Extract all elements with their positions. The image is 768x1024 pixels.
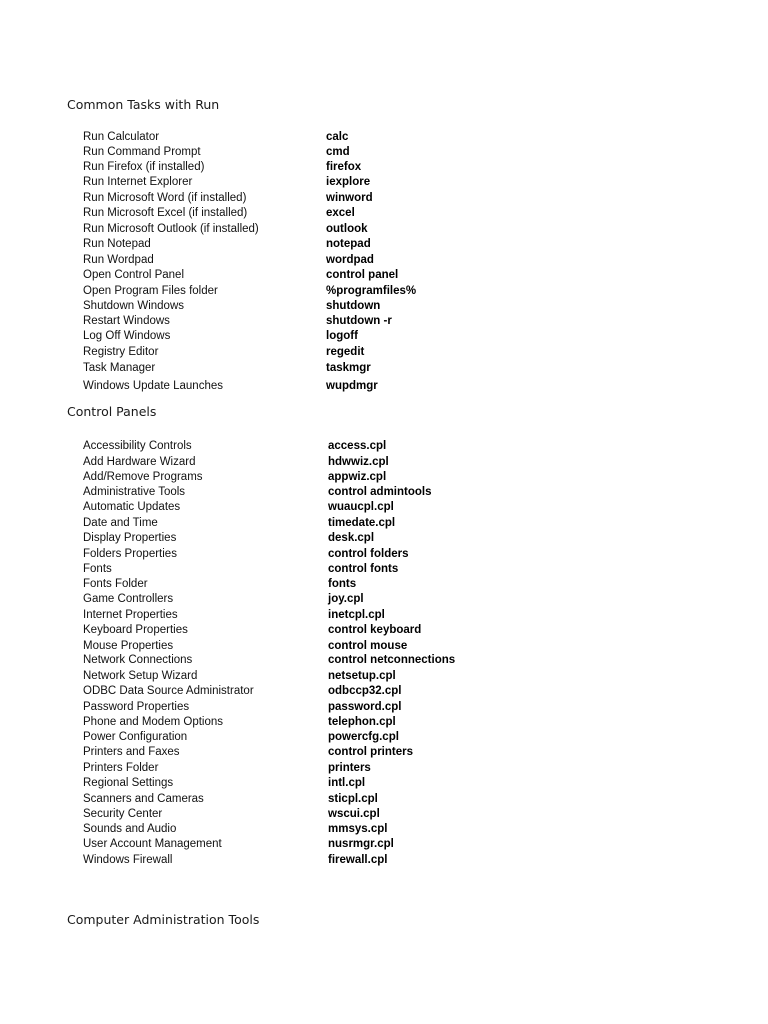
panel-label: User Account Management bbox=[83, 838, 222, 850]
panel-label: Printers and Faxes bbox=[83, 746, 180, 758]
run-command: iexplore bbox=[326, 176, 371, 188]
table-row bbox=[0, 639, 768, 654]
panel-label: Administrative Tools bbox=[83, 486, 186, 498]
table-row bbox=[0, 299, 768, 314]
panel-command: appwiz.cpl bbox=[328, 471, 387, 483]
panel-label: Add Hardware Wizard bbox=[83, 456, 196, 468]
task-label: Run Internet Explorer bbox=[83, 176, 193, 188]
table-row bbox=[0, 485, 768, 500]
run-command: regedit bbox=[326, 346, 365, 358]
table-row bbox=[0, 715, 768, 730]
panel-command: intl.cpl bbox=[328, 777, 366, 789]
panel-command: control printers bbox=[328, 746, 413, 758]
panel-label: Folders Properties bbox=[83, 548, 177, 560]
table-row bbox=[0, 776, 768, 791]
panel-label: Internet Properties bbox=[83, 609, 178, 621]
table-row bbox=[0, 562, 768, 577]
table-row bbox=[0, 253, 768, 268]
table-row bbox=[0, 807, 768, 822]
panel-label: Regional Settings bbox=[83, 777, 174, 789]
run-command: shutdown -r bbox=[326, 315, 392, 327]
panel-label: Security Center bbox=[83, 808, 163, 820]
panel-command: mmsys.cpl bbox=[328, 823, 388, 835]
panel-command: wuaucpl.cpl bbox=[328, 501, 394, 513]
run-command: firefox bbox=[326, 161, 362, 173]
panel-command: timedate.cpl bbox=[328, 517, 396, 529]
panel-label: Fonts bbox=[83, 563, 112, 575]
panel-label: Network Setup Wizard bbox=[83, 670, 198, 682]
table-row bbox=[0, 145, 768, 160]
run-command: shutdown bbox=[326, 300, 381, 312]
table-row bbox=[0, 608, 768, 623]
task-label: Restart Windows bbox=[83, 315, 170, 327]
task-label: Run Microsoft Word (if installed) bbox=[83, 192, 247, 204]
panel-command: hdwwiz.cpl bbox=[328, 456, 389, 468]
task-label: Open Control Panel bbox=[83, 269, 185, 281]
panel-label: Keyboard Properties bbox=[83, 624, 188, 636]
table-row bbox=[0, 455, 768, 470]
panel-command: fonts bbox=[328, 578, 357, 590]
table-row bbox=[0, 730, 768, 745]
panel-command: joy.cpl bbox=[328, 593, 364, 605]
panel-label: Date and Time bbox=[83, 517, 158, 529]
task-label: Run Microsoft Outlook (if installed) bbox=[83, 223, 259, 235]
table-row bbox=[0, 130, 768, 145]
run-command: cmd bbox=[326, 146, 350, 158]
run-command: wordpad bbox=[326, 254, 374, 266]
panel-command: telephon.cpl bbox=[328, 716, 396, 728]
panel-command: control fonts bbox=[328, 563, 399, 575]
run-command: taskmgr bbox=[326, 362, 371, 374]
panel-label: Scanners and Cameras bbox=[83, 793, 204, 805]
run-command: control panel bbox=[326, 269, 399, 281]
run-command: logoff bbox=[326, 330, 358, 342]
panel-command: inetcpl.cpl bbox=[328, 609, 385, 621]
panel-label: Automatic Updates bbox=[83, 501, 181, 513]
panel-label: Sounds and Audio bbox=[83, 823, 177, 835]
table-row bbox=[0, 837, 768, 852]
panel-label: Accessibility Controls bbox=[83, 440, 192, 452]
table-row bbox=[0, 623, 768, 638]
section-heading: Computer Administration Tools bbox=[67, 912, 260, 927]
task-label: Log Off Windows bbox=[83, 330, 171, 342]
table-row bbox=[0, 761, 768, 776]
task-label: Run Firefox (if installed) bbox=[83, 161, 205, 173]
table-row bbox=[0, 470, 768, 485]
table-row bbox=[0, 592, 768, 607]
table-row bbox=[0, 379, 768, 394]
table-row bbox=[0, 853, 768, 868]
table-row bbox=[0, 822, 768, 837]
table-row bbox=[0, 500, 768, 515]
panel-label: Network Connections bbox=[83, 654, 193, 666]
panel-label: Game Controllers bbox=[83, 593, 174, 605]
panel-label: Printers Folder bbox=[83, 762, 159, 774]
panel-command: firewall.cpl bbox=[328, 854, 388, 866]
table-row bbox=[0, 160, 768, 175]
panel-label: Password Properties bbox=[83, 701, 190, 713]
task-label: Run Notepad bbox=[83, 238, 151, 250]
panel-command: printers bbox=[328, 762, 371, 774]
panel-label: Power Configuration bbox=[83, 731, 188, 743]
panel-command: desk.cpl bbox=[328, 532, 375, 544]
panel-label: Fonts Folder bbox=[83, 578, 148, 590]
task-label: Run Calculator bbox=[83, 131, 160, 143]
table-row bbox=[0, 531, 768, 546]
panel-command: nusrmgr.cpl bbox=[328, 838, 394, 850]
table-row bbox=[0, 345, 768, 360]
task-label: Windows Update Launches bbox=[83, 380, 223, 392]
run-command: winword bbox=[326, 192, 373, 204]
run-command: notepad bbox=[326, 238, 371, 250]
table-row bbox=[0, 237, 768, 252]
table-row bbox=[0, 653, 768, 668]
run-command: calc bbox=[326, 131, 349, 143]
table-row bbox=[0, 191, 768, 206]
table-row bbox=[0, 792, 768, 807]
task-label: Registry Editor bbox=[83, 346, 159, 358]
panel-label: Add/Remove Programs bbox=[83, 471, 203, 483]
panel-label: Phone and Modem Options bbox=[83, 716, 224, 728]
table-row bbox=[0, 329, 768, 344]
panel-command: control keyboard bbox=[328, 624, 422, 636]
panel-command: access.cpl bbox=[328, 440, 387, 452]
table-row bbox=[0, 516, 768, 531]
table-row bbox=[0, 361, 768, 376]
task-label: Task Manager bbox=[83, 362, 156, 374]
task-label: Run Wordpad bbox=[83, 254, 154, 266]
panel-command: sticpl.cpl bbox=[328, 793, 378, 805]
run-command: excel bbox=[326, 207, 355, 219]
panel-label: ODBC Data Source Administrator bbox=[83, 685, 254, 697]
table-row bbox=[0, 700, 768, 715]
table-row bbox=[0, 439, 768, 454]
table-row bbox=[0, 669, 768, 684]
task-label: Run Microsoft Excel (if installed) bbox=[83, 207, 248, 219]
panel-command: wscui.cpl bbox=[328, 808, 380, 820]
panel-command: control mouse bbox=[328, 640, 408, 652]
panel-command: password.cpl bbox=[328, 701, 402, 713]
table-row bbox=[0, 314, 768, 329]
task-label: Open Program Files folder bbox=[83, 285, 218, 297]
run-command: wupdmgr bbox=[326, 380, 378, 392]
run-command: outlook bbox=[326, 223, 368, 235]
table-row bbox=[0, 268, 768, 283]
table-row bbox=[0, 547, 768, 562]
table-row bbox=[0, 222, 768, 237]
panel-command: control folders bbox=[328, 548, 409, 560]
panel-label: Display Properties bbox=[83, 532, 177, 544]
table-row bbox=[0, 206, 768, 221]
table-row bbox=[0, 745, 768, 760]
panel-label: Windows Firewall bbox=[83, 854, 173, 866]
section-heading: Common Tasks with Run bbox=[67, 97, 220, 112]
panel-command: odbccp32.cpl bbox=[328, 685, 402, 697]
section-heading: Control Panels bbox=[67, 404, 157, 419]
task-label: Run Command Prompt bbox=[83, 146, 201, 158]
task-label: Shutdown Windows bbox=[83, 300, 184, 312]
table-row bbox=[0, 577, 768, 592]
table-row bbox=[0, 684, 768, 699]
panel-command: powercfg.cpl bbox=[328, 731, 399, 743]
panel-command: control netconnections bbox=[328, 654, 456, 666]
panel-label: Mouse Properties bbox=[83, 640, 174, 652]
table-row bbox=[0, 284, 768, 299]
run-command: %programfiles% bbox=[326, 285, 417, 297]
panel-command: control admintools bbox=[328, 486, 432, 498]
table-row bbox=[0, 175, 768, 190]
panel-command: netsetup.cpl bbox=[328, 670, 396, 682]
